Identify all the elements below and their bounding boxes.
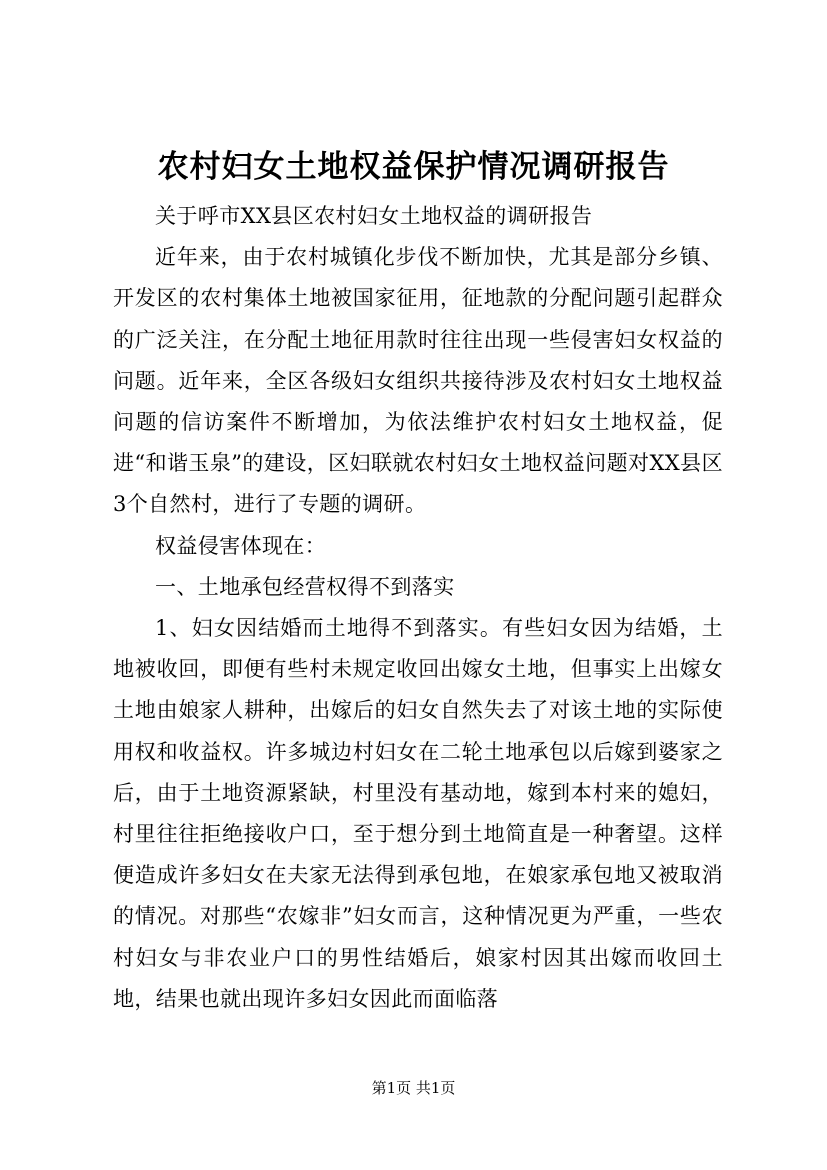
page-footer: 第1页 共1页 [371,1079,456,1097]
body-paragraph-1: 1、妇女因结婚而土地得不到落实。有些妇女因为结婚，土地被收回，即便有些村未规定收回出嫁女土地，但事实上出嫁女土地由娘家人耕种，出嫁后的妇女自然失去了对该土地的实际使用权和收益权。许多城边村妇女在二轮土地承包以后嫁到婆家之后，由于土地资源紧缺，村里没有基动地，嫁到本村来的媳妇，村里往往拒绝接收户口，至于想分到土地简直是一种奢望。这样便造成许多妇女在夫家无法得到承包地，在娘家承包地又被取消的情况。对那些“农嫁非”妇女而言，这种情况更为严重，一些农村妇女与非农业户口的男性结婚后，娘家村因其出嫁而收回土地，结果也就出现许多妇女因此而面临落 [113,616,723,1011]
section-lead-paragraph: 权益侵害体现在： [155,533,327,558]
intro-paragraph: 近年来，由于农村城镇化步伐不断加快，尤其是部分乡镇、开发区的农村集体土地被国家征用，征地款的分配问题引起群众的广泛关注，在分配土地征用款时往往出现一些侵害妇女权益的问题。近年来，全区各级妇女组织共接待涉及农村妇女土地权益问题的信访案件不断增加，为依法维护农村妇女土地权益，促进“和谐玉泉”的建设，区妇联就农村妇女土地权益问题对XX县区3个自然村，进行了专题的调研。 [113,245,723,517]
subtitle-paragraph: 关于呼市XX县区农村妇女土地权益的调研报告 [155,204,593,228]
section-heading-1: 一、土地承包经营权得不到落实 [155,574,455,599]
document-body [113,196,723,1020]
document-title: 农村妇女土地权益保护情况调研报告 [157,149,670,185]
